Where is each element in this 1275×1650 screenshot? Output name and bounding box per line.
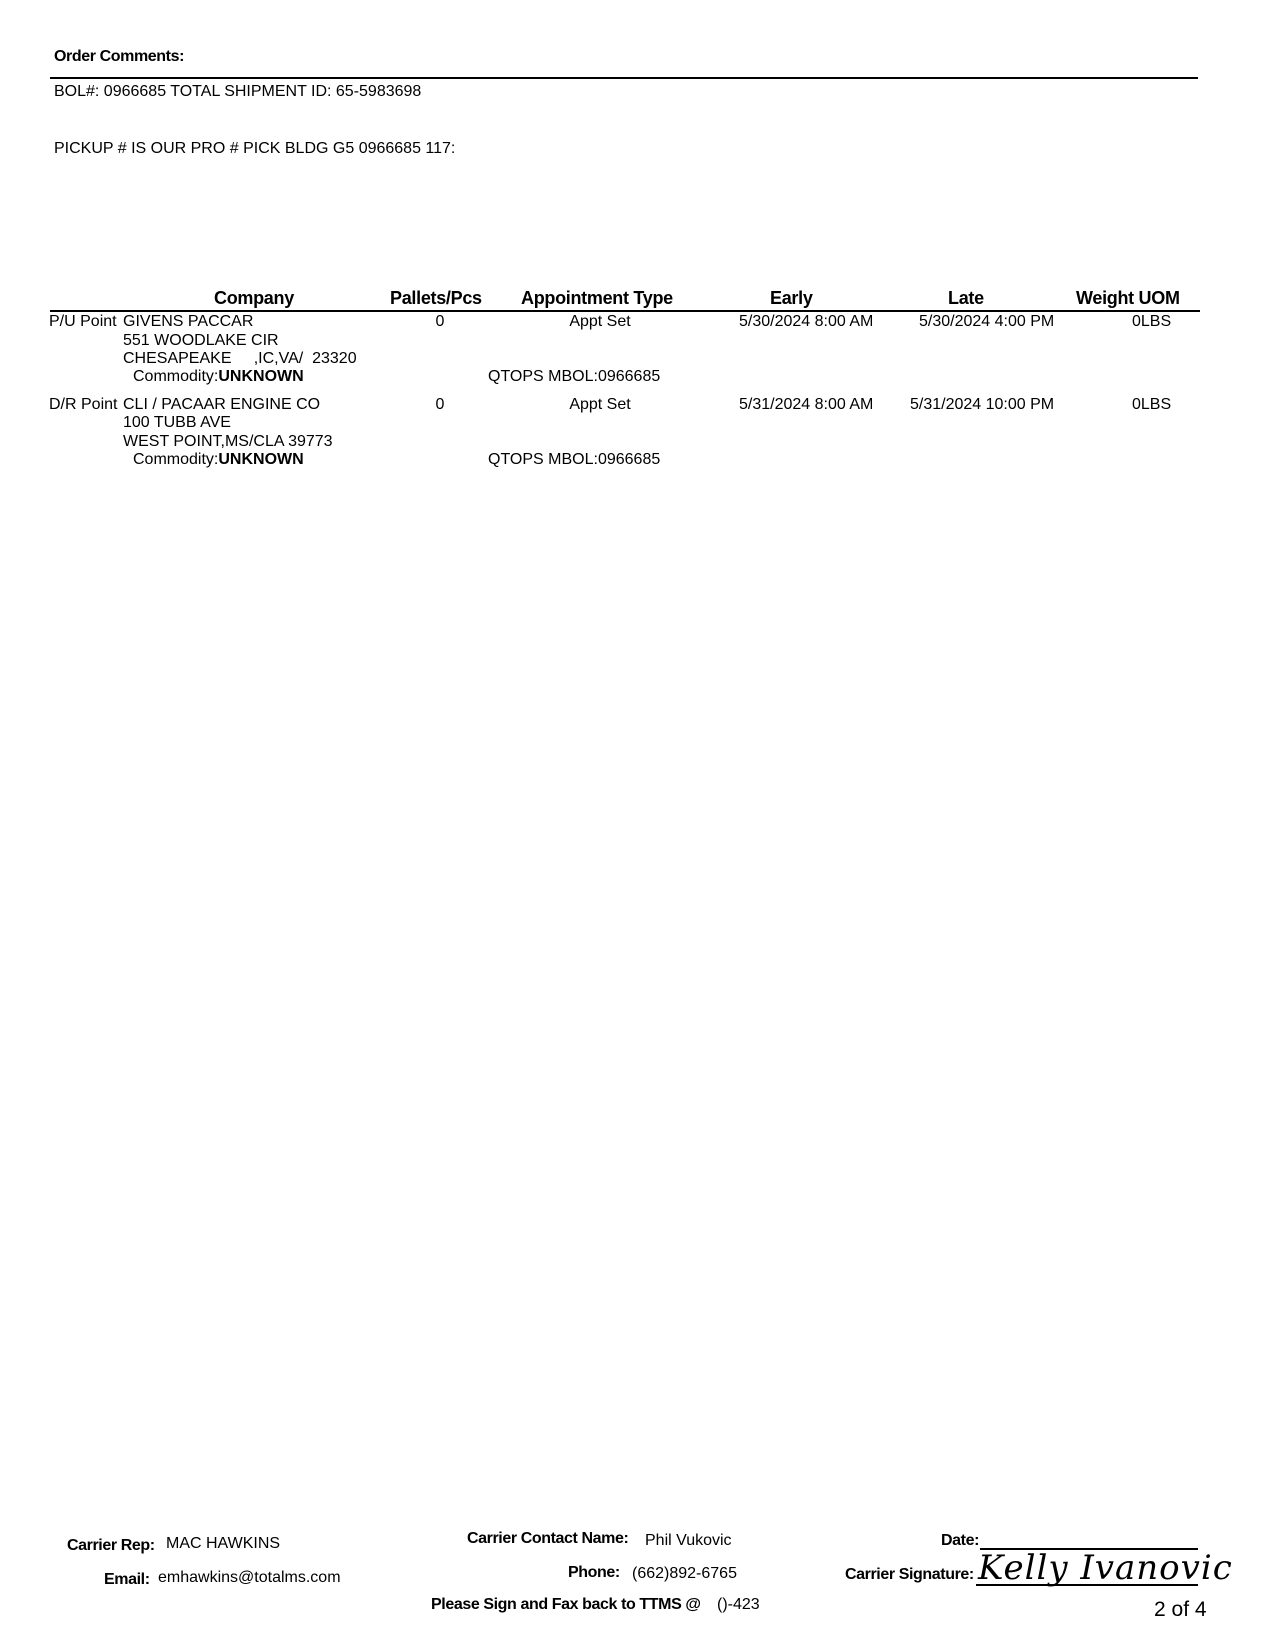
stop-weight: 0LBS <box>1132 396 1172 413</box>
header-company: Company <box>214 288 294 308</box>
email-value: emhawkins@totalms.com <box>158 1569 341 1586</box>
stop-address-line1: 100 TUBB AVE <box>123 414 231 431</box>
stop-late: 5/31/2024 10:00 PM <box>910 396 1055 413</box>
stop-pallets: 0 <box>435 313 445 330</box>
stop-reference: QTOPS MBOL:0966685 <box>488 368 661 385</box>
phone-value: (662)892-6765 <box>632 1565 737 1582</box>
stop-point-type: D/R Point <box>49 396 118 413</box>
stop-late: 5/30/2024 4:00 PM <box>919 313 1055 330</box>
commodity-value: UNKNOWN <box>218 368 304 385</box>
stop-address-line1: 551 WOODLAKE CIR <box>123 332 279 349</box>
stop-appointment-type: Appt Set <box>569 313 631 330</box>
header-late: Late <box>948 288 984 308</box>
date-label: Date: <box>941 1532 980 1549</box>
order-comments-label: Order Comments: <box>54 48 185 65</box>
stop-early: 5/31/2024 8:00 AM <box>739 396 874 413</box>
stop-pallets: 0 <box>435 396 445 413</box>
fax-label: Please Sign and Fax back to TTMS @ <box>431 1596 701 1613</box>
phone-label: Phone: <box>568 1564 620 1581</box>
commodity-label: Commodity: <box>133 451 219 468</box>
commodity <box>133 451 304 469</box>
page-number: 2 of 4 <box>1154 1598 1207 1621</box>
email-label: Email: <box>104 1571 150 1588</box>
header-weight-uom: Weight UOM <box>1076 288 1180 308</box>
stop-company: GIVENS PACCAR <box>123 313 254 330</box>
header-early: Early <box>770 288 813 308</box>
bol-line: BOL#: 0966685 TOTAL SHIPMENT ID: 65-5983698 <box>54 83 422 100</box>
signature-label: Carrier Signature: <box>845 1566 974 1583</box>
stop-early: 5/30/2024 8:00 AM <box>739 313 874 330</box>
header-appointment-type: Appointment Type <box>521 288 673 308</box>
carrier-rep-value: MAC HAWKINS <box>166 1535 281 1552</box>
stop-weight: 0LBS <box>1132 313 1172 330</box>
table-header-rule <box>50 310 1200 312</box>
pickup-line: PICKUP # IS OUR PRO # PICK BLDG G5 0966685 117: <box>54 140 456 157</box>
stop-reference: QTOPS MBOL:0966685 <box>488 451 661 468</box>
stop-point-type: P/U Point <box>49 313 117 330</box>
contact-name-label: Carrier Contact Name: <box>467 1530 629 1547</box>
carrier-signature: Kelly Ivanovic <box>978 1548 1233 1588</box>
header-pallets: Pallets/Pcs <box>390 288 482 308</box>
commodity <box>133 368 304 386</box>
stop-address-line2: CHESAPEAKE ,IC,VA/ 23320 <box>123 350 357 367</box>
fax-value: ()-423 <box>717 1596 760 1613</box>
order-comments-rule <box>50 77 1198 79</box>
stop-appointment-type: Appt Set <box>569 396 631 413</box>
stop-company: CLI / PACAAR ENGINE CO <box>123 396 321 413</box>
carrier-rep-label: Carrier Rep: <box>67 1537 155 1554</box>
contact-name-value: Phil Vukovic <box>645 1532 732 1549</box>
stop-address-line2: WEST POINT,MS/CLA 39773 <box>123 433 333 450</box>
commodity-value: UNKNOWN <box>218 451 304 468</box>
commodity-label: Commodity: <box>133 368 219 385</box>
